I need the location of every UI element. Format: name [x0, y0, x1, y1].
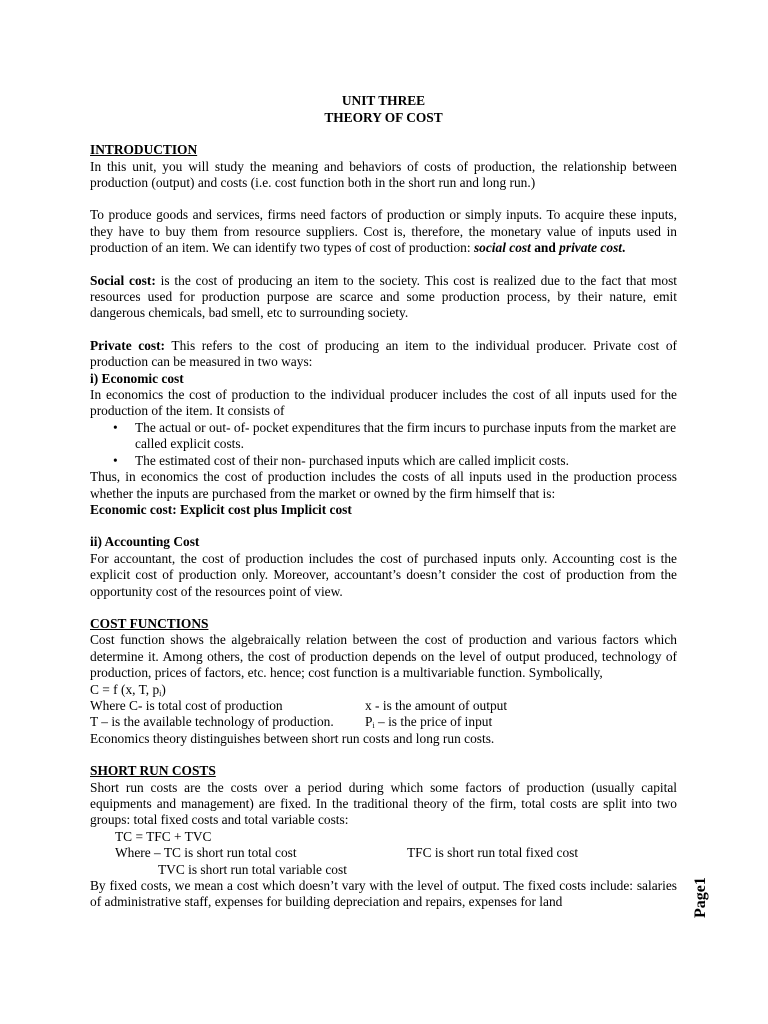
- private-cost-term: private cost: [559, 240, 623, 256]
- inputs-text: To produce goods and services, firms need factors of production or simply inputs. To acquire these inputs, they have to buy them from resource suppliers. Cost is, therefore, the monetary value of inputs used in production of an item. We can identify two types of cost of production:: [90, 207, 677, 256]
- economic-cost-formula: Economic cost: Explicit cost plus Implicit cost: [90, 501, 352, 517]
- economic-cost-heading: i) Economic cost: [90, 370, 184, 386]
- list-item: [113, 452, 677, 469]
- where-row-1: [90, 698, 677, 714]
- social-cost-label: Social cost:: [90, 272, 156, 288]
- where-tvc: TVC is short run total variable cost: [158, 861, 347, 877]
- social-cost-term: social cost: [473, 240, 531, 256]
- private-cost-text: This refers to the cost of producing an item to the individual producer. Private cost of production can be measured in two ways:: [90, 337, 677, 370]
- economic-cost-list: [90, 420, 677, 469]
- introduction-heading: INTRODUCTION: [90, 142, 198, 158]
- where-tfc: TFC is short run total fixed cost: [407, 845, 579, 861]
- private-cost-label: Private cost:: [90, 337, 166, 353]
- period: .: [622, 240, 626, 256]
- and-word: and: [530, 240, 560, 256]
- page-title: THEORY OF COST: [324, 109, 443, 125]
- inputs-paragraph: [90, 207, 677, 256]
- social-cost-paragraph: [90, 273, 677, 322]
- thus-paragraph: Thus, in economics the cost of production includes the costs of all inputs used in the production process whether the inputs are purchased from the market or owned by the firm himself that is:: [90, 469, 677, 501]
- cost-function-paragraph: Cost function shows the algebraically relation between the cost of production and various factors which determine it. Among others, the cost of production depends on the level of output produced, technology of production, prices of factors, etc. hence; cost function is a multivariable function. Symbolically,: [90, 632, 677, 681]
- distinguish-line: Economics theory distinguishes between short run costs and long run costs.: [90, 730, 495, 746]
- cost-functions-heading: COST FUNCTIONS: [90, 615, 209, 631]
- where-c: Where C- is total cost of production: [90, 697, 283, 713]
- list-item-text: The estimated cost of their non- purchased inputs which are called implicit costs.: [135, 452, 569, 468]
- list-item-text: The actual or out- of- pocket expenditures that the firm incurs to purchase inputs from the market are called explicit costs.: [135, 419, 677, 452]
- tc-equation: TC = TFC + TVC: [115, 828, 212, 844]
- page-number-label: Page1: [692, 877, 709, 918]
- economic-cost-paragraph: In economics the cost of production to the individual producer includes the cost of all inputs used for the production of the item. It consists of: [90, 387, 677, 419]
- where-tc-row: [90, 845, 677, 861]
- private-cost-paragraph: [90, 338, 677, 371]
- where-t: T – is the available technology of production.: [90, 714, 334, 730]
- where-tc: Where – TC is short run total cost: [115, 845, 297, 861]
- where-x: x - is the amount of output: [365, 697, 508, 713]
- page-content: [90, 93, 677, 911]
- bullet-icon: •: [113, 452, 118, 468]
- unit-label: UNIT THREE: [341, 93, 426, 108]
- bullet-icon: •: [113, 419, 118, 435]
- fixed-costs-paragraph: By fixed costs, we mean a cost which doesn’t vary with the level of output. The fixed costs include: salaries of administrative staff, expenses for building depreciation and repairs, expenses for land: [90, 878, 677, 910]
- accounting-cost-heading: ii) Accounting Cost: [90, 534, 200, 550]
- where-row-2: [90, 714, 677, 730]
- cost-function-formula: C = f (x, T, $p_i$): [90, 681, 166, 698]
- short-run-paragraph: Short run costs are the costs over a period during which some factors of production (usually capital equipments and management) are fixed. In the traditional theory of the firm, total costs are split into two groups: total fixed costs and total variable costs:: [90, 779, 677, 828]
- where-p: $P_i$ – is the price of input: [365, 714, 493, 731]
- short-run-costs-heading: SHORT RUN COSTS: [90, 763, 216, 779]
- list-item: [113, 419, 677, 453]
- social-cost-text: is the cost of producing an item to the society. This cost is realized due to the fact that most resources used for production purpose are scarce and some production process, by their nature, emit dangerous chemicals, bad smell, etc to surrounding society.: [90, 272, 677, 321]
- intro-paragraph: In this unit, you will study the meaning and behaviors of costs of production, the relationship between production (output) and costs (i.e. cost function both in the short run and long run.): [90, 158, 677, 190]
- accounting-cost-paragraph: For accountant, the cost of production includes the cost of purchased inputs only. Accounting cost is the explicit cost of production only. Moreover, accountant’s doesn’t consider the cost of production from the opportunity cost of the resources point of view.: [90, 550, 677, 599]
